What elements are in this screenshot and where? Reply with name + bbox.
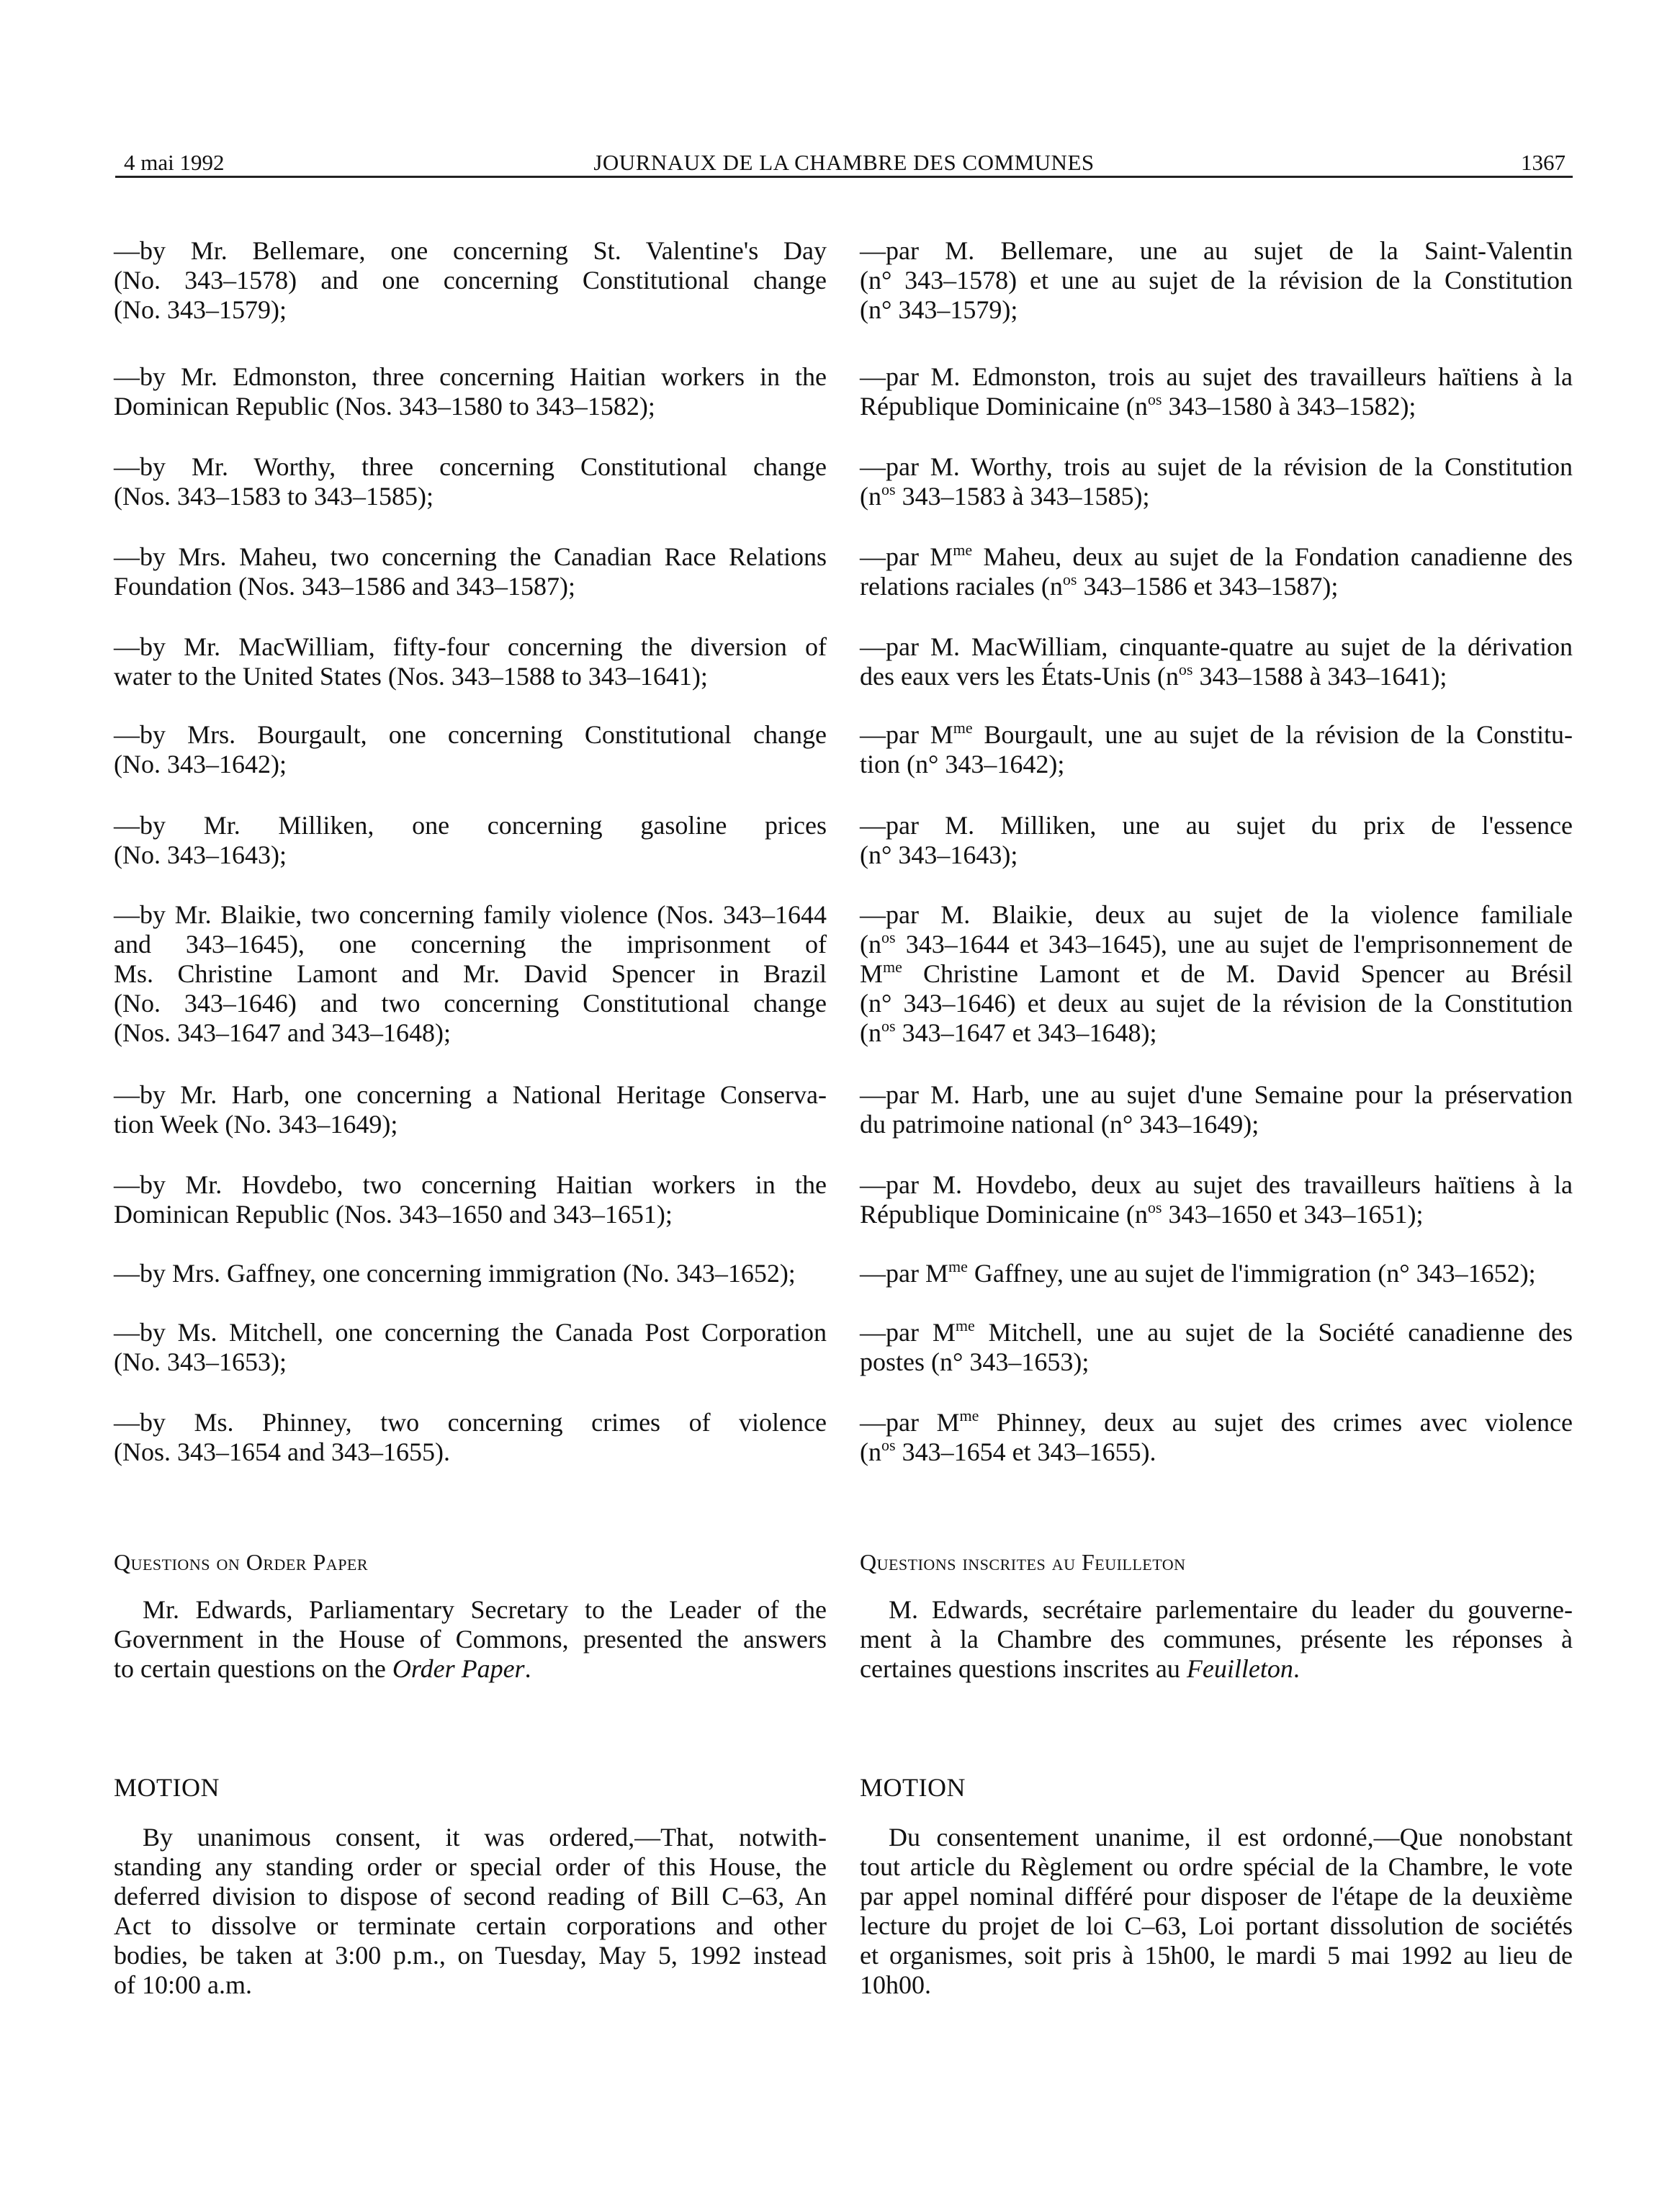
petition-line: (No. 343–1653);	[114, 1347, 287, 1376]
petition-entry	[114, 720, 827, 779]
petition-entry	[860, 900, 1573, 1048]
petition-line: —by Mr. Bellemare, one concerning St. Valentine's Day	[114, 236, 827, 265]
questions-last-prefix: certaines questions inscrites au	[860, 1654, 1187, 1683]
petition-line: (No. 343–1646) and two concerning Constitutional change	[114, 989, 827, 1018]
petition-line: ($n^{os}$ 343–1647 et 343–1648);	[860, 1017, 1157, 1047]
petition-line: (Nos. 343–1647 and 343–1648);	[114, 1018, 451, 1047]
questions-line: Government in the House of Commons, presented the answers	[114, 1625, 827, 1654]
petition-entry	[114, 1080, 827, 1139]
petition-line: —par M. Harb, une au sujet d'une Semaine pour la préservation	[860, 1080, 1573, 1109]
questions-line: Mr. Edwards, Parliamentary Secretary to the Leader of the	[143, 1595, 827, 1624]
petition-line: des eaux vers les États-Unis ($n^{os}$ 343–1588 à 343–1641);	[860, 660, 1447, 691]
petition-line: and 343–1645), one concerning the imprisonment of	[114, 930, 827, 959]
petition-line: —by Ms. Mitchell, one concerning the Canada Post Corporation	[114, 1318, 827, 1347]
petition-entry	[860, 1259, 1573, 1288]
petition-line: Ms. Christine Lamont and Mr. David Spencer in Brazil	[114, 959, 827, 988]
motion-line: of 10:00 a.m.	[114, 1970, 252, 1999]
petition-line: —by Mr. Worthy, three concerning Constitutional change	[114, 452, 827, 481]
motion-line: Act to dissolve or terminate certain corporations and other	[114, 1911, 827, 1940]
motion-section-title: MOTION	[860, 1773, 966, 1802]
petition-line: —by Mr. Hovdebo, two concerning Haitian workers in the	[114, 1170, 827, 1199]
petition-line: (No. 343–1642);	[114, 750, 287, 779]
questions-line: M. Edwards, secrétaire parlementaire du leader du gouverne-	[889, 1595, 1573, 1624]
motion-line: bodies, be taken at 3:00 p.m., on Tuesday, May 5, 1992 instead	[114, 1941, 827, 1970]
petition-entry	[114, 1259, 827, 1288]
petition-line: —par $M^{me}$ Bourgault, une au sujet de la révision de la Constitu-	[860, 719, 1573, 749]
header-date: 4 mai 1992	[124, 150, 225, 175]
petition-entry	[860, 632, 1573, 691]
questions-last-prefix: to certain questions on the	[114, 1654, 392, 1683]
petition-entry	[860, 1408, 1573, 1467]
petition-entry	[114, 236, 827, 325]
petition-entry	[860, 1318, 1573, 1377]
petition-line: —par M. Milliken, une au sujet du prix de l'essence	[860, 811, 1573, 840]
page-header	[115, 141, 1573, 178]
petition-entry	[114, 362, 827, 421]
petition-line: ($n^{os}$ 343–1583 à 343–1585);	[860, 480, 1150, 511]
petition-line: —by Mr. Edmonston, three concerning Haitian workers in the	[114, 362, 827, 391]
petition-line: —par M. Edmonston, trois au sujet des travailleurs haïtiens à la	[860, 362, 1573, 391]
petition-entry	[114, 452, 827, 511]
petition-line: —by Mrs. Maheu, two concerning the Canadian Race Relations	[114, 542, 827, 571]
petition-line: République Dominicaine ($n^{os}$ 343–1580 à 343–1582);	[860, 390, 1416, 421]
petition-entry	[860, 542, 1573, 601]
petition-line: (Nos. 343–1654 and 343–1655).	[114, 1437, 450, 1466]
petition-line: —by Mrs. Gaffney, one concerning immigration (No. 343–1652);	[114, 1259, 796, 1288]
petition-line: (n° 343–1579);	[860, 295, 1018, 324]
questions-last-suffix: .	[524, 1654, 531, 1683]
petition-line: —par M. Hovdebo, deux au sujet des travailleurs haïtiens à la	[860, 1170, 1573, 1199]
petition-line: —by Mr. Blaikie, two concerning family violence (Nos. 343–1644	[114, 900, 827, 929]
order-paper-title: Feuilleton	[1186, 1654, 1293, 1683]
petition-line: —par M. Bellemare, une au sujet de la Saint-Valentin	[860, 236, 1573, 265]
petition-line: —by Mr. Milliken, one concerning gasoline prices	[114, 811, 827, 840]
petition-entry	[860, 452, 1573, 511]
petition-line: (No. 343–1578) and one concerning Constitutional change	[114, 266, 827, 295]
petition-entry	[114, 1318, 827, 1377]
petition-line: relations raciales ($n^{os}$ 343–1586 et 343–1587);	[860, 570, 1339, 601]
petition-entry	[114, 632, 827, 691]
petition-line: ($n^{os}$ 343–1654 et 343–1655).	[860, 1436, 1156, 1466]
petition-line: République Dominicaine ($n^{os}$ 343–1650 et 343–1651);	[860, 1198, 1424, 1229]
petition-line: —par $M^{me}$ Gaffney, une au sujet de l'immigration (n° 343–1652);	[860, 1257, 1536, 1288]
motion-line: par appel nominal différé pour disposer de l'étape de la deuxième	[860, 1882, 1573, 1911]
motion-paragraph	[114, 1823, 827, 2000]
petition-line: —par M. Blaikie, deux au sujet de la violence familiale	[860, 900, 1573, 929]
page-number: 1367	[1521, 150, 1566, 175]
petition-line: —by Ms. Phinney, two concerning crimes of violence	[114, 1408, 827, 1437]
questions-paragraph	[114, 1595, 827, 1684]
questions-last-suffix: .	[1293, 1654, 1300, 1683]
questions-line: ment à la Chambre des communes, présente les réponses à	[860, 1625, 1573, 1654]
petition-line: —par $M^{me}$ Maheu, deux au sujet de la Fondation canadienne des	[860, 541, 1573, 571]
petition-line: water to the United States (Nos. 343–1588 to 343–1641);	[114, 662, 708, 691]
motion-line: standing any standing order or special order of this House, the	[114, 1852, 827, 1881]
petition-line: —by Mr. Harb, one concerning a National Heritage Conserva-	[114, 1080, 827, 1109]
petition-line: —par $M^{me}$ Phinney, deux au sujet des crimes avec violence	[860, 1406, 1573, 1437]
petition-entry	[860, 1170, 1573, 1229]
petition-entry	[860, 811, 1573, 870]
petition-line: —by Mr. MacWilliam, fifty-four concerning the diversion of	[114, 632, 827, 661]
petition-entry	[114, 900, 827, 1048]
questions-paragraph	[860, 1595, 1573, 1684]
motion-line: 10h00.	[860, 1970, 931, 1999]
petition-entry	[860, 1080, 1573, 1139]
petition-entry	[860, 362, 1573, 421]
petition-line: tion Week (No. 343–1649);	[114, 1110, 398, 1139]
petition-line: (No. 343–1579);	[114, 295, 287, 324]
motion-paragraph	[860, 1823, 1573, 2000]
petition-entry	[114, 1408, 827, 1467]
motion-line: lecture du projet de loi C–63, Loi portant dissolution de sociétés	[860, 1911, 1573, 1940]
petition-line: postes (n° 343–1653);	[860, 1347, 1090, 1376]
motion-line: deferred division to dispose of second reading of Bill C–63, An	[114, 1882, 827, 1911]
petition-line: (n° 343–1643);	[860, 840, 1018, 869]
order-paper-title: Order Paper	[392, 1654, 525, 1683]
motion-line: tout article du Règlement ou ordre spécial de la Chambre, le vote	[860, 1852, 1573, 1881]
header-title: JOURNAUX DE LA CHAMBRE DES COMMUNES	[593, 150, 1095, 175]
petition-line: tion (n° 343–1642);	[860, 750, 1065, 779]
questions-section-title: Questions inscrites au Feuilleton	[860, 1549, 1186, 1575]
petition-line: Dominican Republic (Nos. 343–1650 and 343–1651);	[114, 1200, 673, 1229]
petition-entry	[114, 1170, 827, 1229]
motion-line: et organismes, soit pris à 15h00, le mardi 5 mai 1992 au lieu de	[860, 1941, 1573, 1970]
petition-entry	[860, 720, 1573, 779]
petition-line: —par $M^{me}$ Mitchell, une au sujet de la Société canadienne des	[860, 1316, 1573, 1347]
petition-line: du patrimoine national (n° 343–1649);	[860, 1110, 1259, 1139]
questions-line-last	[860, 1654, 1573, 1684]
petition-line: ($n^{os}$ 343–1644 et 343–1645), une au sujet de l'emprisonnement de	[860, 928, 1573, 959]
questions-section-title: Questions on Order Paper	[114, 1549, 369, 1575]
petition-line: (No. 343–1643);	[114, 840, 287, 869]
petition-line: (n° 343–1578) et une au sujet de la révision de la Constitution	[860, 266, 1573, 295]
motion-section-title: MOTION	[114, 1773, 220, 1802]
petition-line: Dominican Republic (Nos. 343–1580 to 343–1582);	[114, 392, 655, 421]
petition-line: (n° 343–1646) et deux au sujet de la révision de la Constitution	[860, 989, 1573, 1018]
petition-entry	[860, 236, 1573, 325]
petition-line: —par M. Worthy, trois au sujet de la révision de la Constitution	[860, 452, 1573, 481]
motion-line: Du consentement unanime, il est ordonné,—Que nonobstant	[889, 1823, 1573, 1852]
petition-line: (Nos. 343–1583 to 343–1585);	[114, 482, 434, 511]
petition-line: Foundation (Nos. 343–1586 and 343–1587);	[114, 572, 575, 601]
petition-line: —by Mrs. Bourgault, one concerning Constitutional change	[114, 720, 827, 749]
petition-line: $M^{me}$ Christine Lamont et de M. David Spencer au Brésil	[860, 958, 1573, 988]
questions-line-last	[114, 1654, 827, 1684]
petition-entry	[114, 811, 827, 870]
petition-entry	[114, 542, 827, 601]
petition-line: —par M. MacWilliam, cinquante-quatre au sujet de la dérivation	[860, 632, 1573, 661]
motion-line: By unanimous consent, it was ordered,—That, notwith-	[143, 1823, 827, 1852]
